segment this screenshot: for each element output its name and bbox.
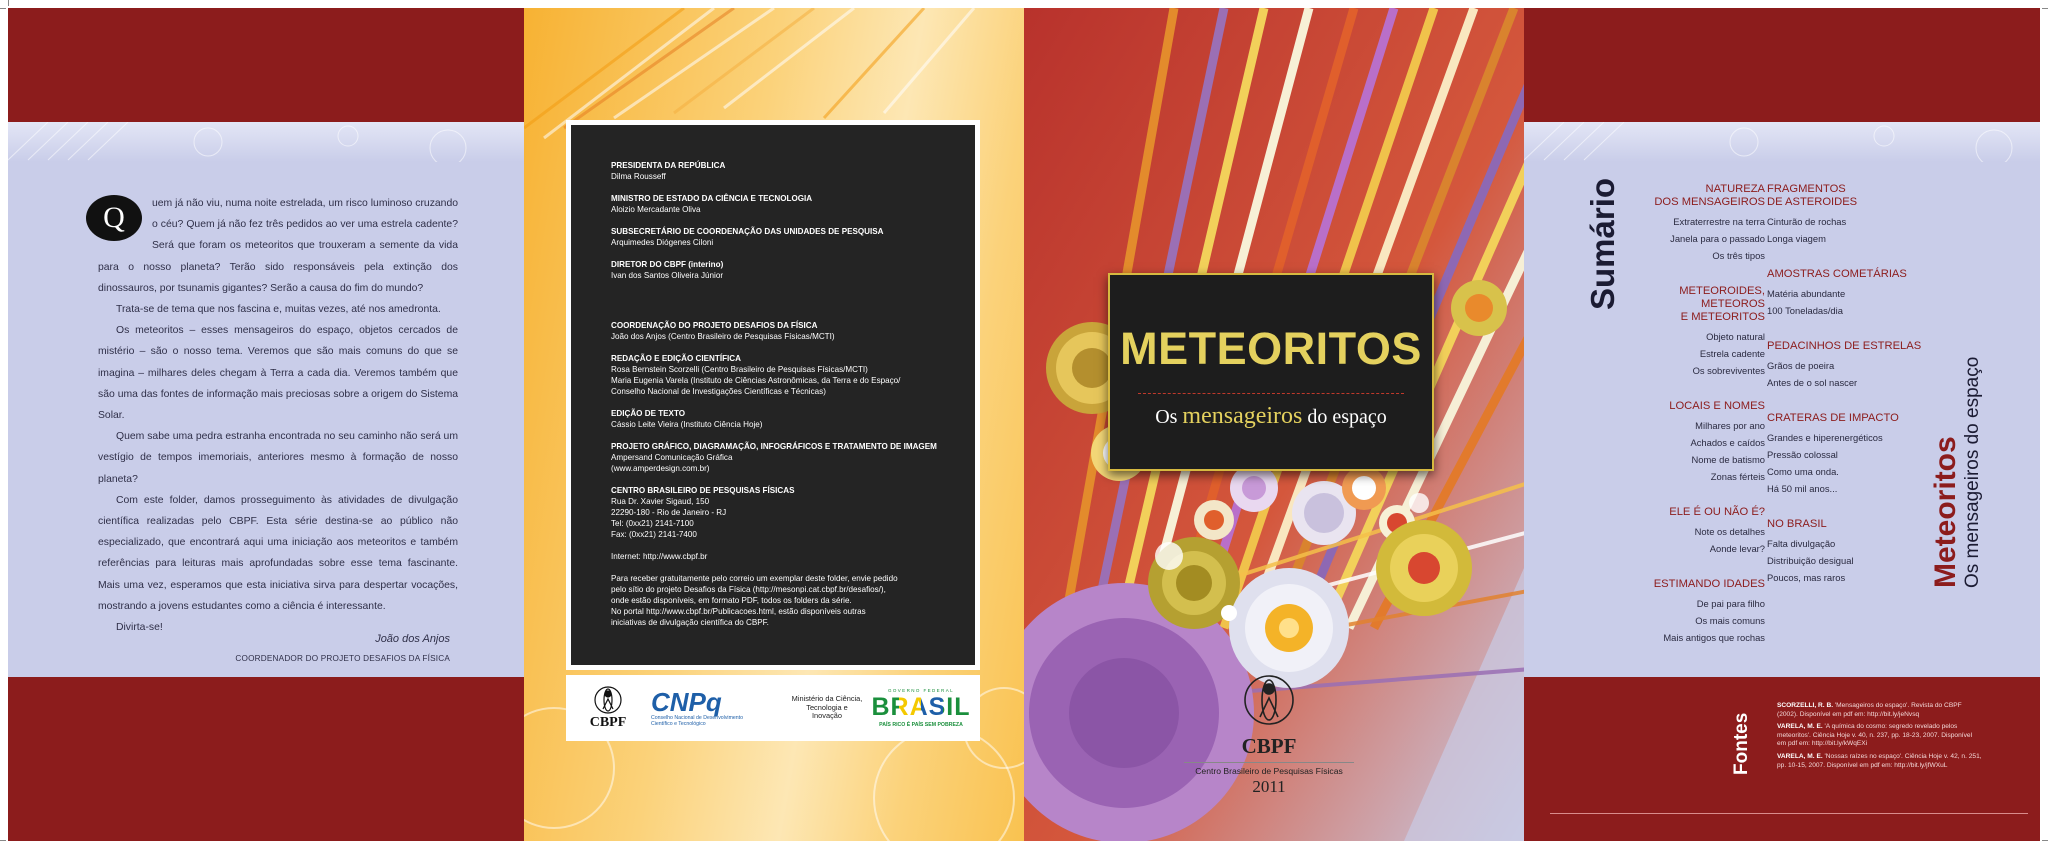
crop-mark: [2042, 840, 2048, 841]
cover-title: METEORITOS: [1120, 323, 1422, 374]
spine-title: Meteoritos Os mensageiros do espaço: [1929, 356, 1983, 588]
cbpf-cover-logo: [1184, 673, 1354, 797]
source-entry: SCORZELLI, R. B. 'Mensageiros do espaço'. Revista do CBPF (2002). Disponível em pdf em: http://bit.ly/jeNvsq: [1777, 702, 1962, 718]
sources-heading: Fontes: [1731, 712, 1752, 775]
atom-icon: [593, 685, 623, 715]
credit-block: COORDENAÇÃO DO PROJETO DESAFIOS DA FÍSICA João dos Anjos (Centro Brasileiro de Pesquisas Físicas/MCTI): [611, 321, 835, 341]
signature-role: COORDENADOR DO PROJETO DESAFIOS DA FÍSICA: [235, 654, 450, 663]
bottom-band: [8, 677, 524, 841]
decorative-wave: [8, 122, 524, 162]
top-band: [8, 8, 524, 122]
cover-panel: [1024, 8, 1524, 841]
toc-section: LOCAIS E NOMES Milhares por ano Achados e caídos Nome de batismo Zonas férteis: [1669, 400, 1765, 482]
website-link[interactable]: Internet: http://www.cbpf.br: [611, 552, 708, 561]
credit-block: DIRETOR DO CBPF (interino) Ivan dos Santos Oliveira Júnior: [611, 260, 724, 280]
title-box: [1108, 273, 1434, 471]
institution-name: Centro Brasileiro de Pesquisas Físicas: [1184, 762, 1354, 776]
title-divider: [1138, 393, 1404, 394]
toc-section: METEOROIDES, METEOROS E METEORITOS Objeto natural Estrela cadente Os sobreviventes: [1679, 285, 1765, 376]
decorative-wave: [1524, 122, 2040, 162]
crop-mark: [0, 8, 6, 9]
credit-block: PROJETO GRÁFICO, DIAGRAMAÇÃO, INFOGRÁFICOS E TRATAMENTO DE IMAGEM Ampersand Comunicação Gráfica (www.amperdesign.com.br): [611, 442, 937, 473]
mcti-logo: Ministério da Ciência, Tecnologia e Inovação: [791, 694, 863, 721]
toc-section: NATUREZA DOS MENSAGEIROS Extraterrestre na terra Janela para o passado Os três tipos: [1654, 183, 1765, 261]
toc-section: PEDACINHOS DE ESTRELAS Grãos de poeira Antes de o sol nascer: [1767, 340, 1922, 388]
toc-section: ELE É OU NÃO É? Note os detalhes Aonde levar?: [1669, 506, 1765, 554]
toc-section: FRAGMENTOS DE ASTEROIDES Cinturão de rochas Longa viagem: [1767, 183, 1858, 244]
cnpq-logo: CNPq Conselho Nacional de Desenvolvimento Científico e Tecnológico: [651, 687, 743, 727]
credits-list: [611, 160, 951, 639]
atom-icon: [1242, 673, 1296, 727]
intro-paragraph: Quem sabe uma pedra estranha encontrada no seu caminho não será um vestígio de tempos imemoriais, anteriores mesmo à formação de nosso planeta?: [98, 431, 458, 485]
intro-text: [98, 193, 458, 638]
intro-paragraph: Com este folder, damos prosseguimento às atividades de divulgação científica realizadas pelo CBPF. Esta série destina-se ao público não especializado, que encontrará aqui uma iniciação aos meteoritos e também referências para leituras mais aprofundadas sobre esse tema fascinante. Mais uma vez, esperamos que esta iniciativa sirva para despertar vocações, mostrando a jovens estudantes como a ciência é interessante.: [98, 494, 458, 612]
toc-section: ESTIMANDO IDADES De pai para filho Os mais comuns Mais antigos que rochas: [1653, 578, 1765, 643]
intro-paragraph: Trata-se de tema que nos fascina e, muitas vezes, até nos amedronta.: [116, 304, 441, 316]
source-entry: VARELA, M. E. 'Nossas raízes no espaço'. Ciência Hoje v. 42, n. 251, pp. 10-15, 2007. Disponível em pdf em: http://bit.ly/jfWXuL: [1777, 752, 1982, 769]
bottom-rule: [1550, 813, 2028, 814]
credits-box: [566, 120, 980, 670]
crop-mark: [0, 840, 6, 841]
source-entry: VARELA, M. E. 'A química do cosmo: segredo revelado pelos meteoritos'. Ciência Hoje v. 40, n. 237, pp. 18-23, 2007. Disponível em pdf em: http://bit.ly/kWqEXi: [1777, 723, 1973, 748]
signature-name: João dos Anjos: [375, 633, 450, 645]
intro-paragraph: Divirta-se!: [116, 622, 163, 634]
cbpf-logo: CBPF: [580, 675, 636, 741]
toc-left-column: [1654, 183, 1765, 667]
credit-block: PRESIDENTA DA REPÚBLICA Dilma Rousseff: [611, 161, 726, 181]
summary-heading: Sumário: [1584, 177, 1621, 310]
credits-panel: [524, 8, 1024, 841]
summary-panel: [1524, 8, 2040, 841]
credit-block: Para receber gratuitamente pelo correio um exemplar deste folder, envie pedido pelo sítio do projeto Desafios da Física (http://mesonpi.cat.cbpf.br/desafios/), onde estão disponíveis, em formato PDF, todos os folders da série. No portal http://www.cbpf.br/Publicacoes.html, estão disponíveis outras iniciativas de divulgação científica do CBPF.: [611, 574, 898, 627]
top-band: [1524, 8, 2040, 122]
sponsor-logos: [566, 675, 980, 741]
crop-mark: [8, 0, 9, 6]
dropcap: Q: [86, 195, 142, 241]
intro-panel: [8, 8, 524, 841]
signature: [235, 633, 450, 663]
cover-subtitle: Os mensageiros do espaço: [1155, 403, 1387, 429]
intro-paragraph: Q uem já não viu, numa noite estrelada, um risco luminoso cruzando o céu? Quem já não fez três pedidos ao ver uma estrela cadente? Será que foram os meteoritos que trouxeram a semente da vida para o nosso planeta? Terão sido responsáveis pela extinção dos dinossauros, por tsunamis gigantes? Serão a causa do fim do mundo?: [98, 193, 458, 299]
intro-paragraph: Os meteoritos – esses mensageiros do espaço, objetos cercados de mistério – são o nosso tema. Veremos que são mais comuns do que se imagina – milhares deles chegam à Terra a cada dia. Veremos também que são uma das fontes de informação mais preciosas sobre a origem do Sistema Solar.: [98, 325, 458, 422]
credit-block: MINISTRO DE ESTADO DA CIÊNCIA E TECNOLOGIA Aloizio Mercadante Oliva: [611, 194, 813, 214]
toc-section: AMOSTRAS COMETÁRIAS Matéria abundante 100 Toneladas/dia: [1767, 268, 1907, 316]
sources-list: [1777, 702, 1982, 774]
toc-section: NO BRASIL Falta divulgação Distribuição desigual Poucos, mas raros: [1767, 518, 1854, 583]
credit-block: CENTRO BRASILEIRO DE PESQUISAS FÍSICAS Rua Dr. Xavier Sigaud, 150 22290-180 - Rio de Janeiro - RJ Tel: (0xx21) 2141-7100 Fax: (0xx21) 2141-7400: [611, 486, 795, 539]
crop-mark: [2042, 8, 2048, 9]
credit-block: EDIÇÃO DE TEXTO Cássio Leite Vieira (Instituto Ciência Hoje): [611, 409, 763, 429]
governo-federal-logo: GOVERNO FEDERAL BRASIL PAÍS RICO É PAÍS SEM POBREZA: [871, 688, 971, 728]
toc-right-column: [1767, 183, 1921, 607]
toc-section: CRATERAS DE IMPACTO Grandes e hiperenergéticos Pressão colossal Como uma onda. Há 50 mil anos...: [1767, 412, 1899, 494]
credit-block: [611, 551, 951, 562]
publication-year: 2011: [1252, 777, 1286, 796]
credit-block: REDAÇÃO E EDIÇÃO CIENTÍFICA Rosa Bernstein Scorzelli (Centro Brasileiro de Pesquisas Físicas/MCTI) Maria Eugenia Varela (Instituto de Ciências Astronômicas, da Terra e do Espaço/ Conselho Nacional de Investigações Científicas e Técnicas): [611, 354, 901, 396]
credit-block: SUBSECRETÁRIO DE COORDENAÇÃO DAS UNIDADES DE PESQUISA Arquimedes Diógenes Ciloni: [611, 227, 884, 247]
cbpf-logo-text: CBPF: [1241, 734, 1297, 758]
